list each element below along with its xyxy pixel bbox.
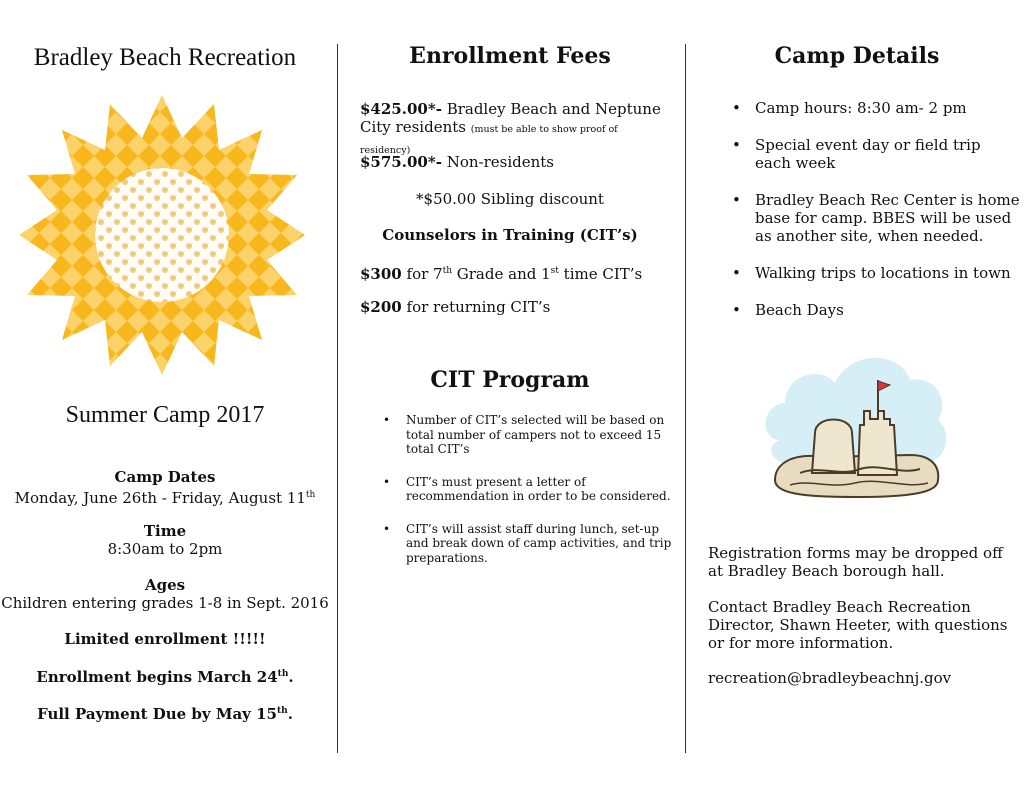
camp-dates-sup: th [305, 490, 316, 500]
list-item: • Number of CIT’s selected will be based on total number of campers not to exceed 15 total CIT’s [406, 413, 676, 457]
column-divider-right [685, 44, 686, 753]
nonresident-fee [360, 153, 670, 171]
enrollment-begins-text: Enrollment begins March 24 [36, 668, 278, 686]
resident-price: $425.00*- [360, 100, 442, 118]
payment-due [0, 702, 330, 723]
time-label: Time [143, 522, 187, 540]
left-column [0, 0, 330, 803]
camp-dates-label: Camp Dates [114, 468, 216, 486]
camp-title: Summer Camp 2017 [65, 402, 265, 428]
org-title: Bradley Beach Recreation [33, 44, 297, 71]
enrollment-begins-sup: th [277, 669, 289, 679]
list-item: • CIT’s will assist staff during lunch, set-up and break down of camp activities, and trip preparations. [406, 522, 676, 566]
resident-text: Bradley Beach and Neptune City residents [360, 100, 661, 136]
cit-fee-new-sup2: st [550, 266, 559, 276]
registration-info: Registration forms may be dropped off at Bradley Beach borough hall. [708, 544, 1003, 580]
resident-fee [360, 100, 670, 160]
time-value: 8:30am to 2pm [107, 540, 223, 558]
list-item: • Special event day or field trip each week [755, 136, 1020, 172]
limited-enrollment [0, 630, 330, 648]
camp-details-list [755, 99, 1020, 338]
list-item: • Beach Days [755, 301, 1020, 319]
nonresident-text: Non-residents [441, 153, 554, 171]
resident-note: (must be able to show proof of residency) [360, 124, 618, 156]
cit-program-heading: CIT Program [430, 367, 590, 393]
camp-time [0, 522, 330, 558]
cit-fee-new-text-b: Grade and 1 [452, 265, 551, 283]
column-divider-left [337, 44, 338, 753]
middle-column [340, 0, 680, 803]
list-item: • Walking trips to locations in town [755, 264, 1020, 282]
enrollment-begins [0, 665, 330, 686]
enrollment-begins-suffix: . [288, 668, 294, 686]
camp-dates-value: Monday, June 26th - Friday, August 11 [14, 489, 306, 507]
sandcastle-illustration [760, 345, 950, 505]
contact-email[interactable]: recreation@bradleybeachnj.gov [708, 669, 952, 687]
payment-due-text: Full Payment Due by May 15 [37, 705, 277, 723]
list-item: • Bradley Beach Rec Center is home base for camp. BBES will be used as another site, when needed. [755, 191, 1020, 245]
cit-fees-heading: Counselors in Training (CIT’s) [382, 226, 638, 244]
sibling-discount: *$50.00 Sibling discount [416, 190, 604, 208]
list-item: • CIT’s must present a letter of recommendation in order to be considered. [406, 475, 676, 504]
nonresident-price: $575.00*- [360, 153, 442, 171]
cit-fee-new-sup1: th [442, 266, 453, 276]
contact-info: Contact Bradley Beach Recreation Director, Shawn Heeter, with questions or for more information. [708, 598, 1008, 652]
right-column [690, 0, 1024, 803]
ages-value: Children entering grades 1-8 in Sept. 2016 [1, 594, 329, 612]
cit-fee-returning-price: $200 [360, 298, 402, 316]
list-item: • Camp hours: 8:30 am- 2 pm [755, 99, 1020, 117]
camp-details-heading: Camp Details [774, 43, 940, 69]
cit-fee-new-text-a: for 7 [401, 265, 443, 283]
enrollment-fees-heading: Enrollment Fees [409, 43, 611, 69]
payment-due-suffix: . [287, 705, 293, 723]
cit-fee-new [360, 262, 670, 283]
limited-enrollment-text: Limited enrollment !!!!! [64, 630, 266, 648]
camp-ages [0, 576, 330, 612]
cit-fee-new-text-c: time CIT’s [558, 265, 643, 283]
cit-program-list [406, 413, 676, 583]
payment-due-sup: th [277, 706, 288, 716]
camp-dates [0, 468, 330, 507]
cit-fee-returning-text: for returning CIT’s [401, 298, 551, 316]
ages-label: Ages [144, 576, 186, 594]
sun-illustration [17, 90, 307, 380]
cit-fee-new-price: $300 [360, 265, 402, 283]
cit-fee-returning [360, 298, 670, 316]
